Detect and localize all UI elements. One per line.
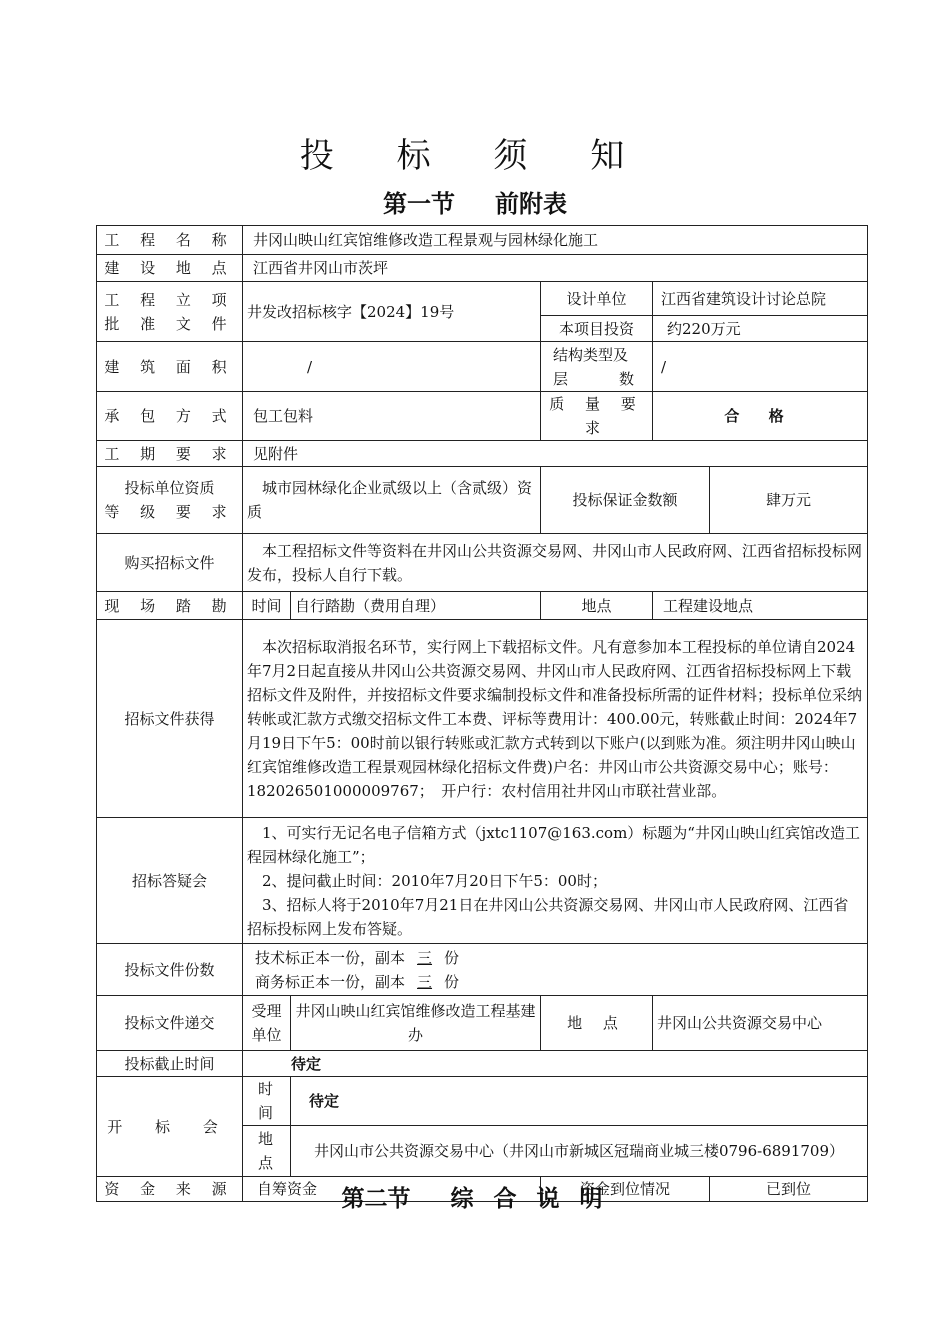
value-receiving-unit: 井冈山映山红宾馆维修改造工程基建办 (291, 996, 541, 1051)
label-qualification (97, 467, 243, 534)
label-receiving-unit: 受理 单位 (243, 996, 291, 1051)
label-opening: 开 标 会 (97, 1077, 243, 1177)
label-structure-line2 (553, 367, 648, 391)
value-buy-documents: 本工程招标文件等资料在井冈山公共资源交易网、井冈山市人民政府网、江西省招标投标网发布，投标人自行下载。 (243, 534, 868, 592)
label-approval (97, 282, 243, 342)
label-opening-place: 地 点 (243, 1126, 291, 1177)
row-location (97, 255, 868, 282)
section-2-number: 第二节 (341, 1186, 411, 1212)
row-deadline (97, 1051, 868, 1077)
row-period (97, 441, 868, 467)
value-survey-time: 自行踏勘（费用自理） (291, 592, 541, 620)
row-buy-documents (97, 534, 868, 592)
label-structure-line1: 结构类型及 (553, 345, 629, 364)
section-heading-1 (0, 184, 950, 219)
section-1-title: 前附表 (495, 190, 567, 218)
value-funds-status: 已到位 (710, 1177, 868, 1202)
value-approval: 井发改招标核字【2024】19号 (243, 282, 541, 342)
label-buy-documents: 购买招标文件 (97, 534, 243, 592)
value-opening-time: 待定 (291, 1077, 868, 1126)
value-deposit: 肆万元 (710, 467, 868, 534)
value-qualification: 城市园林绿化企业贰级以上（含贰级）资质 (243, 467, 541, 534)
qa-item-1: 1、可实行无记名电子信箱方式（jxtc1107@163.com）标题为“井冈山映山红宾馆改造工程园林绿化施工”； (247, 823, 860, 866)
label-submit-place: 地 点 (541, 996, 653, 1051)
value-area: / (243, 342, 541, 392)
value-structure: / (653, 342, 868, 392)
row-approval (97, 282, 868, 316)
row-area (97, 342, 868, 392)
value-location: 江西省井冈山市茨坪 (243, 255, 868, 282)
label-contract: 承 包 方 式 (97, 392, 243, 441)
value-project-name: 井冈山映山红宾馆维修改造工程景观与园林绿化施工 (243, 226, 868, 255)
label-deadline: 投标截止时间 (97, 1051, 243, 1077)
copies-business-count: 三 (417, 972, 433, 991)
label-qualification-line2: 等 级 要 求 (104, 503, 235, 521)
row-project-name (97, 226, 868, 255)
label-survey-time: 时间 (243, 592, 291, 620)
label-area: 建 筑 面 积 (97, 342, 243, 392)
label-qualification-line1: 投标单位资质 (124, 479, 215, 497)
copies-business: 商务标正本一份，副本 三 份 (255, 972, 460, 991)
row-copies (97, 944, 868, 996)
qa-item-3: 3、招标人将于2010年7月21日在井冈山公共资源交易网、井冈山市人民政府网、江西省招标投标网上发布答疑。 (247, 895, 849, 938)
label-approval-line1: 工 程 立 项 (104, 290, 235, 309)
label-structure (541, 342, 653, 392)
section-1-number: 第一节 (383, 190, 455, 218)
value-investment: 约220万元 (653, 316, 868, 342)
section-2-title: 综 合 说 明 (450, 1186, 609, 1212)
front-attached-table (96, 225, 868, 1202)
value-submit-place: 井冈山公共资源交易中心 (653, 996, 868, 1051)
copies-technical-count: 三 (417, 948, 433, 967)
label-quality: 质 量 要 求 (541, 392, 653, 441)
value-obtain-documents: 本次招标取消报名环节，实行网上下载招标文件。凡有意参加本工程投标的单位请自2024年7月2日起直接从井冈山公共资源交易网、井冈山市人民政府网、江西省招标投标网上下载招标文件及附件，并按招标文件要求编制投标文件和准备投标所需的证件材料；投标单位采纳转帐或汇款方式缴交招标文件工本费、评标等费用计：400.00元，转账截止时间：2024年7月19日下午5：00时前以银行转账或汇款方式转到以下账户(以到账为准。须注明井冈山映山红宾馆维修改造工程景观园林绿化招标文件费)户名：井冈山市公共资源交易中心；账号：182026501000009767； 开户行：农村信用社井冈山市联社营业部。 (243, 620, 868, 818)
value-quality: 合 格 (653, 392, 868, 441)
row-qualification (97, 467, 868, 534)
label-copies: 投标文件份数 (97, 944, 243, 996)
row-submit (97, 996, 868, 1051)
row-opening-time (97, 1077, 868, 1126)
section-heading-2 (0, 1180, 950, 1213)
label-structure-count: 数 (618, 369, 634, 388)
label-submit: 投标文件递交 (97, 996, 243, 1051)
copies-technical: 技术标正本一份，副本 三 份 (255, 948, 460, 967)
label-funds-status: 资金到位情况 (541, 1177, 710, 1202)
value-copies (243, 944, 868, 996)
label-survey-place: 地点 (541, 592, 653, 620)
label-project-name: 工 程 名 称 (97, 226, 243, 255)
row-site-survey (97, 592, 868, 620)
row-contract (97, 392, 868, 441)
label-design-unit: 设计单位 (541, 282, 653, 316)
value-period: 见附件 (243, 441, 868, 467)
value-funds: 自筹资金 (243, 1177, 541, 1202)
label-site-survey: 现 场 踏 勘 (97, 592, 243, 620)
label-location: 建 设 地 点 (97, 255, 243, 282)
label-funds: 资 金 来 源 (97, 1177, 243, 1202)
row-qa-meeting (97, 818, 868, 944)
row-obtain-documents (97, 620, 868, 818)
value-survey-place: 工程建设地点 (653, 592, 868, 620)
value-qa-meeting (243, 818, 868, 944)
label-opening-time: 时 间 (243, 1077, 291, 1126)
qa-item-2: 2、提问截止时间：2010年7月20日下午5：00时； (262, 871, 607, 890)
value-design-unit: 江西省建筑设计讨论总院 (653, 282, 868, 316)
label-deposit: 投标保证金数额 (541, 467, 710, 534)
value-deadline: 待定 (243, 1051, 868, 1077)
label-obtain-documents: 招标文件获得 (97, 620, 243, 818)
value-opening-place: 井冈山市公共资源交易中心（井冈山市新城区冠瑞商业城三楼0796-6891709） (291, 1126, 868, 1177)
label-approval-line2: 批 准 文 件 (104, 314, 235, 333)
value-contract: 包工包料 (243, 392, 541, 441)
label-period: 工 期 要 求 (97, 441, 243, 467)
page-title: 投 标 须 知 (299, 136, 651, 176)
label-qa-meeting: 招标答疑会 (97, 818, 243, 944)
label-structure-floor: 层 (553, 369, 569, 388)
label-investment: 本项目投资 (541, 316, 653, 342)
